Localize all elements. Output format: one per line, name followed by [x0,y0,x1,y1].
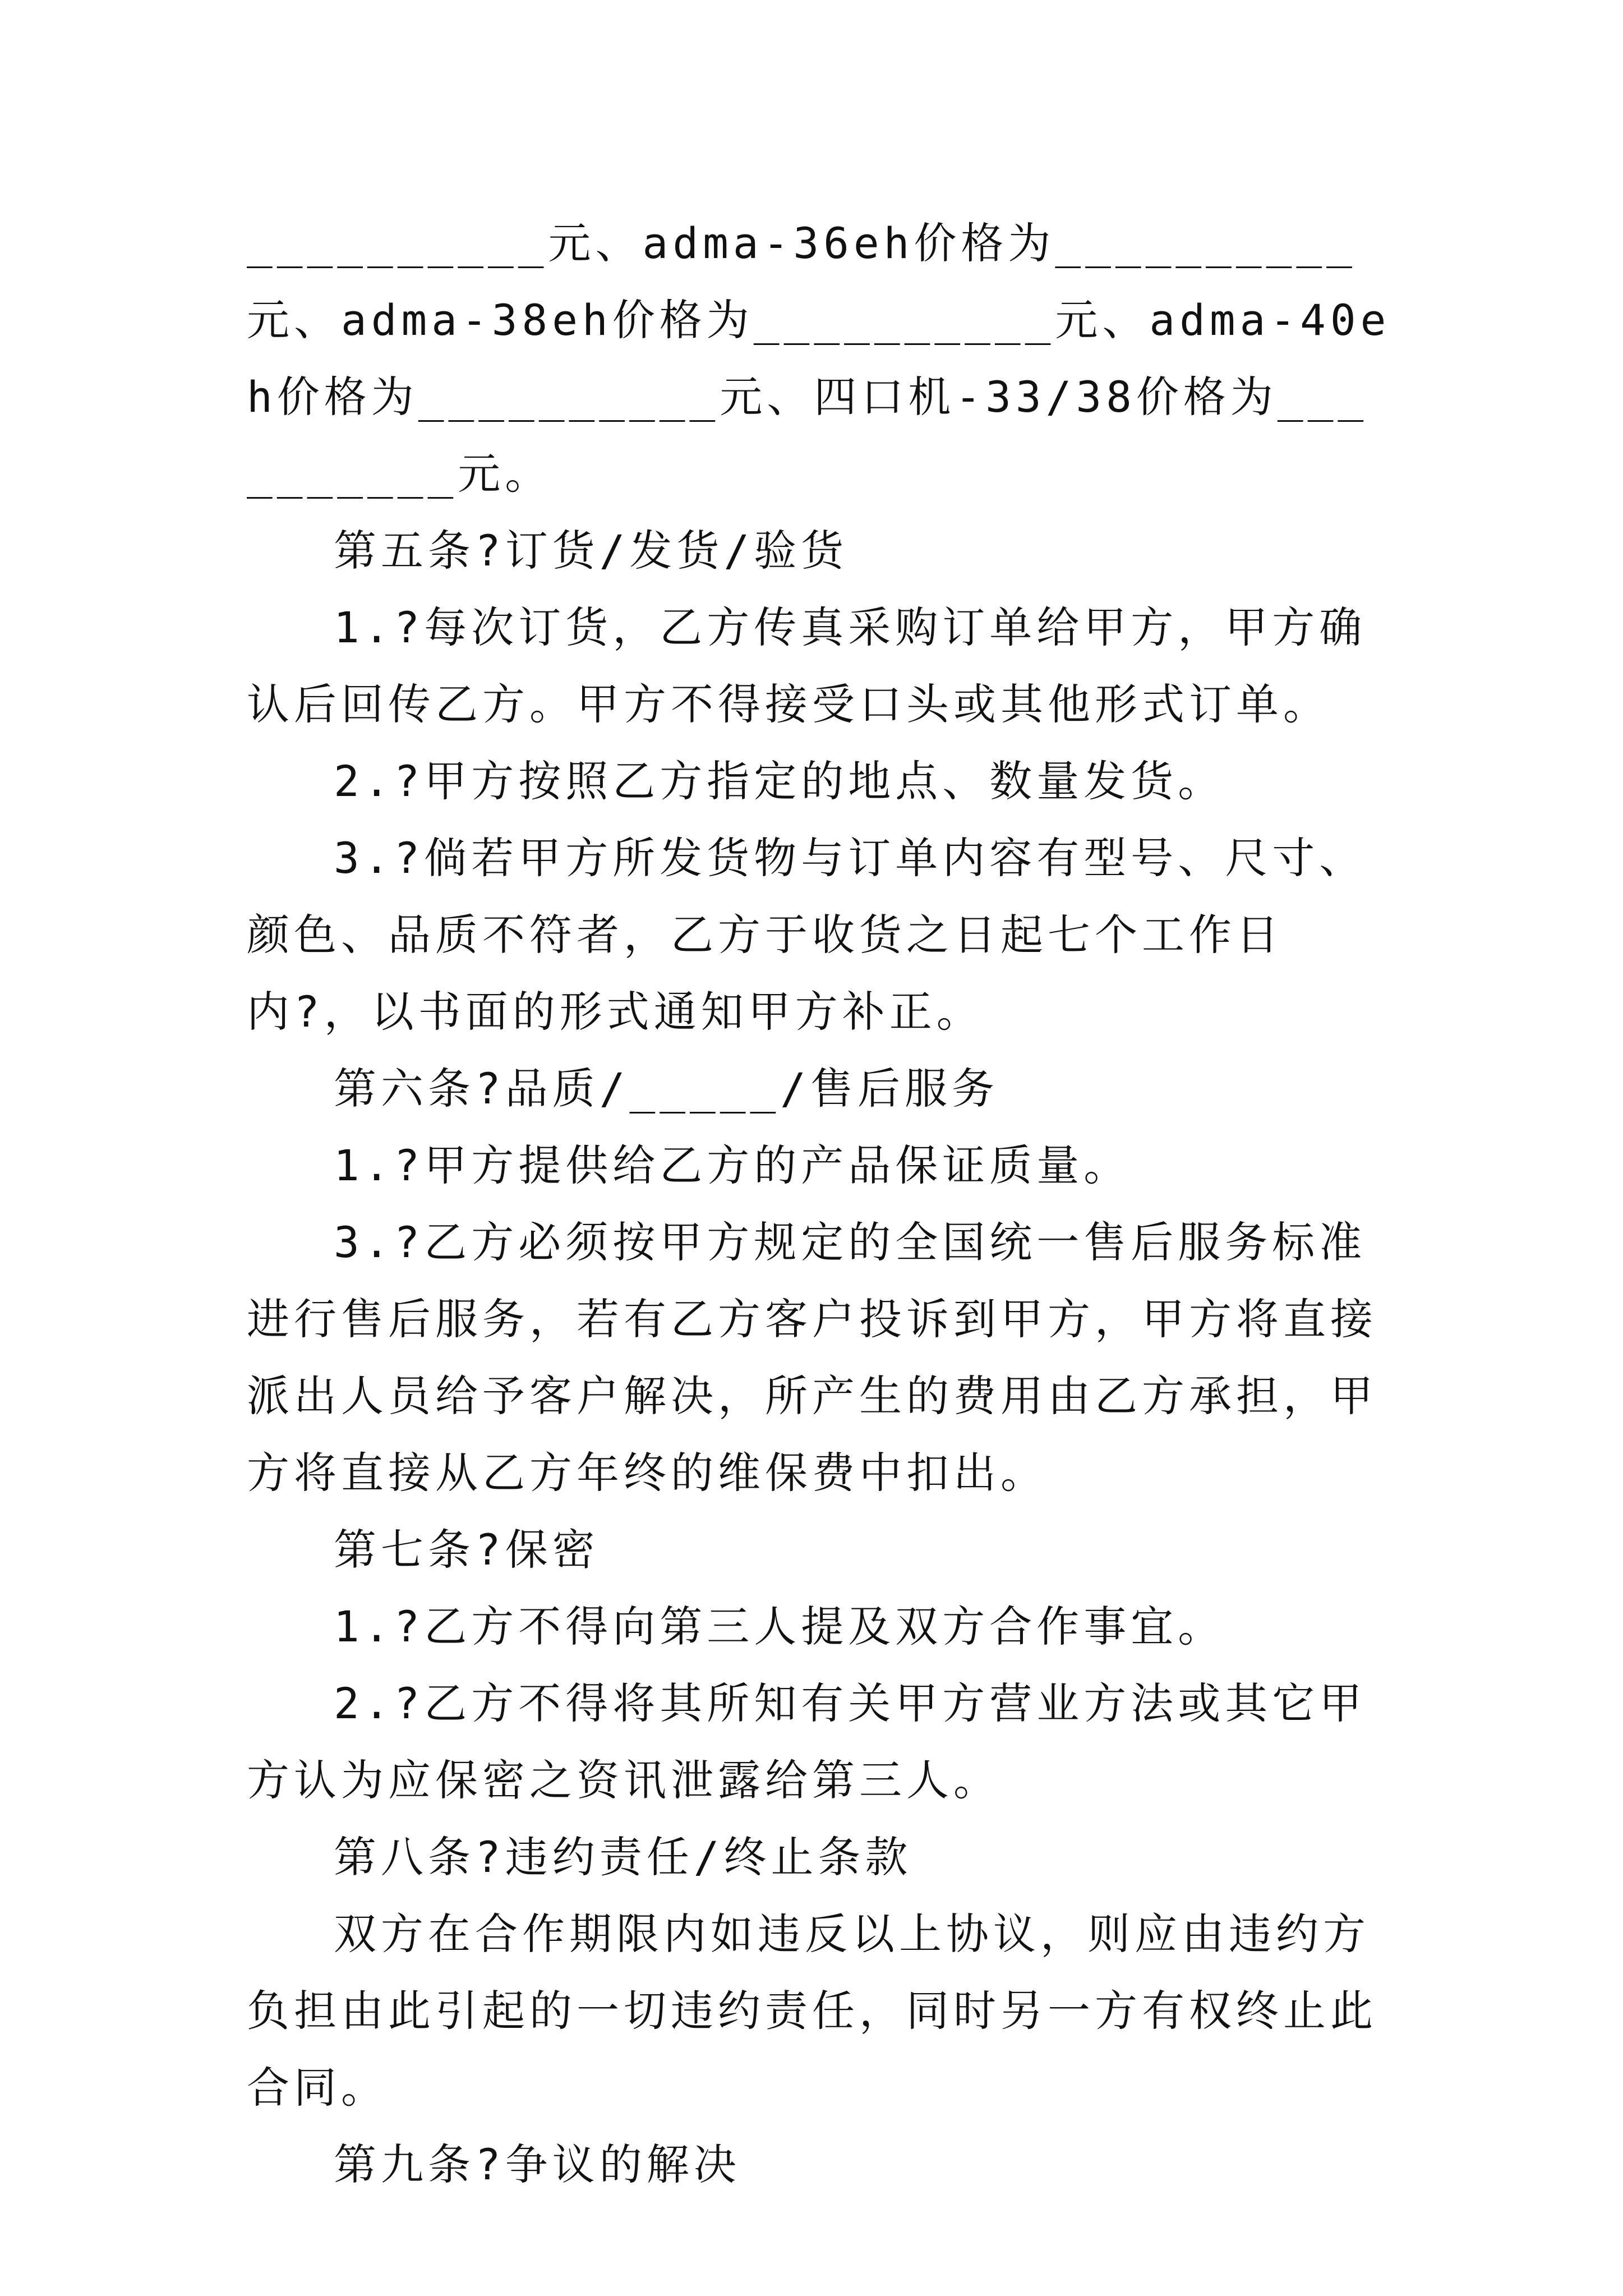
article-7-heading: 第七条?保密 [334,1525,600,1575]
article-8-heading: 第八条?违约责任/终止条款 [334,1832,912,1882]
article-7-item-2: 2.?乙方不得将其所知有关甲方营业方法或其它甲方认为应保密之资讯泄露给第三人。 [247,1678,1367,1805]
price-paragraph: __________元、adma-36eh价格为__________元、adma-38eh价格为__________元、adma-40eh价格为__________元、四口机-33/38价格为__________元。 [247,218,1391,499]
article-5-item-2: 2.?甲方按照乙方指定的地点、数量发货。 [334,756,1225,806]
article-6-item-1: 1.?甲方提供给乙方的产品保证质量。 [334,1140,1131,1190]
document-body [247,205,1396,2203]
article-5-item-1: 1.?每次订货，乙方传真采购订单给甲方，甲方确认后回传乙方。甲方不得接受口头或其他形式订单。 [247,602,1367,729]
article-9-heading: 第九条?争议的解决 [334,2139,741,2189]
article-6-item-3: 3.?乙方必须按甲方规定的全国统一售后服务标准进行售后服务，若有乙方客户投诉到甲方，甲方将直接派出人员给予客户解决，所产生的费用由乙方承担，甲方将直接从乙方年终的维保费中扣出。 [247,1217,1377,1498]
article-6-heading: 第六条?品质/_____/售后服务 [334,1064,999,1114]
article-5-item-3: 3.?倘若甲方所发货物与订单内容有型号、尺寸、颜色、品质不符者，乙方于收货之日起七个工作日内?，以书面的形式通知甲方补正。 [247,833,1367,1037]
article-8-body: 双方在合作期限内如违反以上协议，则应由违约方负担由此引起的一切违约责任，同时另一方有权终止此合同。 [247,1909,1377,2113]
article-5-heading: 第五条?订货/发货/验货 [334,526,849,576]
article-7-item-1: 1.?乙方不得向第三人提及双方合作事宜。 [334,1602,1225,1651]
